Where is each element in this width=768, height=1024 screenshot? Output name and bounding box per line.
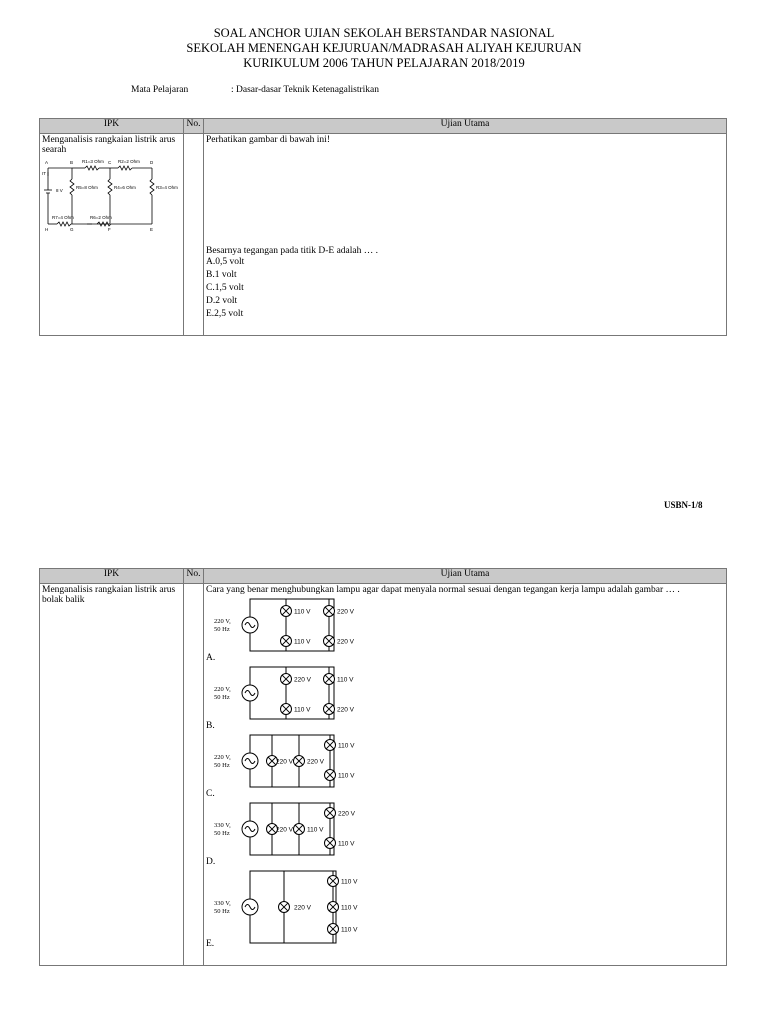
lamp-2-icon-label: 110 V [294, 638, 311, 646]
r5-label: R5=8 Ohm [76, 185, 98, 190]
q2-option-label: D. [206, 857, 216, 867]
lamp-4-icon-label: 110 V [341, 926, 358, 934]
ac-circuit-diagram-d [206, 799, 406, 861]
source-frequency: 50 Hz [214, 830, 230, 837]
r4-label: R4=6 Ohm [114, 185, 136, 190]
node-c: C [108, 160, 112, 165]
current-label: IT [42, 171, 46, 176]
page-footer: USBN-1/8 [664, 500, 703, 510]
lamp-1-icon [281, 674, 312, 685]
lamp-1-icon-label: 220 V [276, 826, 293, 834]
lamp-2-icon [328, 876, 359, 887]
header-ujian-utama-2: Ujian Utama [204, 569, 727, 584]
q1-ipk-text: Menganalisis rangkaian listrik arus searah [42, 135, 176, 155]
r7-label: R7=4 Ohm [52, 215, 74, 220]
document-header [0, 26, 768, 71]
lamp-4-icon-label: 110 V [338, 840, 355, 848]
header-line-1: SOAL ANCHOR UJIAN SEKOLAH BERSTANDAR NASIONAL [213, 26, 555, 40]
q2-option-label: A. [206, 653, 216, 663]
node-g: G [70, 227, 74, 232]
header-ipk-2: IPK [40, 569, 184, 584]
lamp-1-icon-label: 220 V [294, 904, 311, 912]
q2-option-label: B. [206, 721, 215, 731]
source-frequency: 50 Hz [214, 908, 230, 915]
lamp-3-icon [325, 808, 356, 819]
q1-option-a[interactable]: A.0,5 volt [206, 257, 245, 267]
lamp-3-icon [324, 606, 355, 617]
header-no-2: No. [184, 569, 204, 584]
q2-option-a[interactable] [206, 595, 724, 663]
lamp-4-icon-label: 220 V [337, 706, 354, 714]
q2-ipk-cell [40, 584, 184, 966]
lamp-4-icon [325, 838, 356, 849]
node-b: B [70, 160, 74, 165]
ac-source-icon [242, 899, 258, 915]
lamp-1-icon-label: 110 V [294, 608, 311, 616]
ac-circuit-diagram-c [206, 731, 406, 793]
node-f: F [108, 227, 111, 232]
lamp-3-icon-label: 110 V [338, 742, 355, 750]
lamp-2-icon-label: 110 V [341, 878, 358, 886]
r6-label: R6=2 Ohm [90, 215, 112, 220]
ac-circuit-diagram-e [206, 867, 406, 945]
q1-question-text: Besarnya tegangan pada titik D-E adalah … . [206, 246, 378, 256]
q2-ipk-text: Menganalisis rangkaian listrik arus bolak balik [42, 585, 176, 605]
source-frequency: 50 Hz [214, 694, 230, 701]
q2-option-label: E. [206, 939, 215, 949]
subject-info [131, 85, 379, 95]
q2-options [206, 595, 724, 947]
source-frequency: 50 Hz [214, 626, 230, 633]
lamp-3-icon [324, 674, 355, 685]
r3-label: R3=4 Ohm [156, 185, 178, 190]
lamp-3-icon-label: 220 V [337, 608, 354, 616]
lamp-1-icon [279, 902, 312, 913]
ac-source-icon [242, 685, 258, 701]
lamp-3-icon-label: 110 V [337, 676, 354, 684]
subject-value: : Dasar-dasar Teknik Ketenagalistrikan [231, 85, 380, 95]
battery-voltage: 8 V [56, 188, 63, 193]
q2-option-b[interactable] [206, 663, 724, 731]
q1-option-c[interactable]: C.1,5 volt [206, 283, 244, 293]
source-voltage: 220 V, [214, 686, 231, 693]
source-voltage: 220 V, [214, 618, 231, 625]
node-h: H [45, 227, 49, 232]
lamp-2-icon-label: 110 V [307, 826, 324, 834]
lamp-3-icon [328, 902, 359, 913]
q1-option-b[interactable]: B.1 volt [206, 270, 237, 280]
lamp-1-icon [267, 824, 294, 835]
lamp-4-icon [328, 924, 359, 935]
header-no: No. [184, 119, 204, 134]
header-ujian-utama: Ujian Utama [204, 119, 727, 134]
source-frequency: 50 Hz [214, 762, 230, 769]
lamp-1-icon [267, 756, 294, 767]
r2-label: R2=2 Ohm [118, 159, 140, 164]
lamp-2-icon-label: 220 V [307, 758, 324, 766]
ac-source-icon [242, 821, 258, 837]
q2-number-cell [184, 584, 204, 966]
q1-options [206, 256, 724, 321]
lamp-2-icon [294, 824, 325, 835]
lamp-2-icon [281, 636, 312, 647]
r1-label: R1=3 Ohm [82, 159, 104, 164]
ac-circuit-diagram-a [206, 595, 406, 657]
lamp-4-icon-label: 110 V [338, 772, 355, 780]
q2-option-d[interactable] [206, 799, 724, 867]
dc-circuit-diagram [42, 156, 178, 232]
node-e: E [150, 227, 154, 232]
lamp-3-icon [325, 740, 356, 751]
lamp-1-icon [281, 606, 312, 617]
lamp-3-icon-label: 110 V [341, 904, 358, 912]
q1-instruction: Perhatikan gambar di bawah ini! [206, 135, 330, 145]
q2-question-cell [204, 584, 727, 966]
lamp-1-icon-label: 220 V [294, 676, 311, 684]
question-table-2 [39, 568, 727, 966]
header-line-3: KURIKULUM 2006 TAHUN PELAJARAN 2018/2019 [243, 56, 525, 70]
question-table-1 [39, 118, 727, 336]
q1-option-e[interactable]: E.2,5 volt [206, 309, 244, 319]
node-d: D [150, 160, 154, 165]
header-ipk: IPK [40, 119, 184, 134]
q1-number-cell [184, 134, 204, 336]
subject-label: Mata Pelajaran [131, 85, 189, 95]
source-voltage: 220 V, [214, 754, 231, 761]
q1-option-d[interactable]: D.2 volt [206, 296, 238, 306]
lamp-2-icon-label: 110 V [294, 706, 311, 714]
source-voltage: 330 V, [214, 822, 231, 829]
header-line-2: SEKOLAH MENENGAH KEJURUAN/MADRASAH ALIYAH KEJURUAN [186, 41, 582, 55]
lamp-4-icon [325, 770, 356, 781]
q2-option-label: C. [206, 789, 215, 799]
lamp-4-icon [324, 636, 355, 647]
q1-ipk-cell [40, 134, 184, 336]
q2-question-text: Cara yang benar menghubungkan lampu agar dapat menyala normal sesuai dengan tegangan kerja lampu adalah gambar … . [206, 585, 680, 595]
ac-circuit-diagram-b [206, 663, 406, 725]
lamp-4-icon-label: 220 V [337, 638, 354, 646]
lamp-2-icon [294, 756, 325, 767]
source-voltage: 330 V, [214, 900, 231, 907]
node-a: A [45, 160, 49, 165]
ac-source-icon [242, 617, 258, 633]
q2-option-e[interactable] [206, 867, 724, 947]
lamp-1-icon-label: 220 V [276, 758, 293, 766]
lamp-2-icon [281, 704, 312, 715]
q1-question-cell [204, 134, 727, 336]
lamp-3-icon-label: 220 V [338, 810, 355, 818]
q2-option-c[interactable] [206, 731, 724, 799]
lamp-4-icon [324, 704, 355, 715]
ac-source-icon [242, 753, 258, 769]
